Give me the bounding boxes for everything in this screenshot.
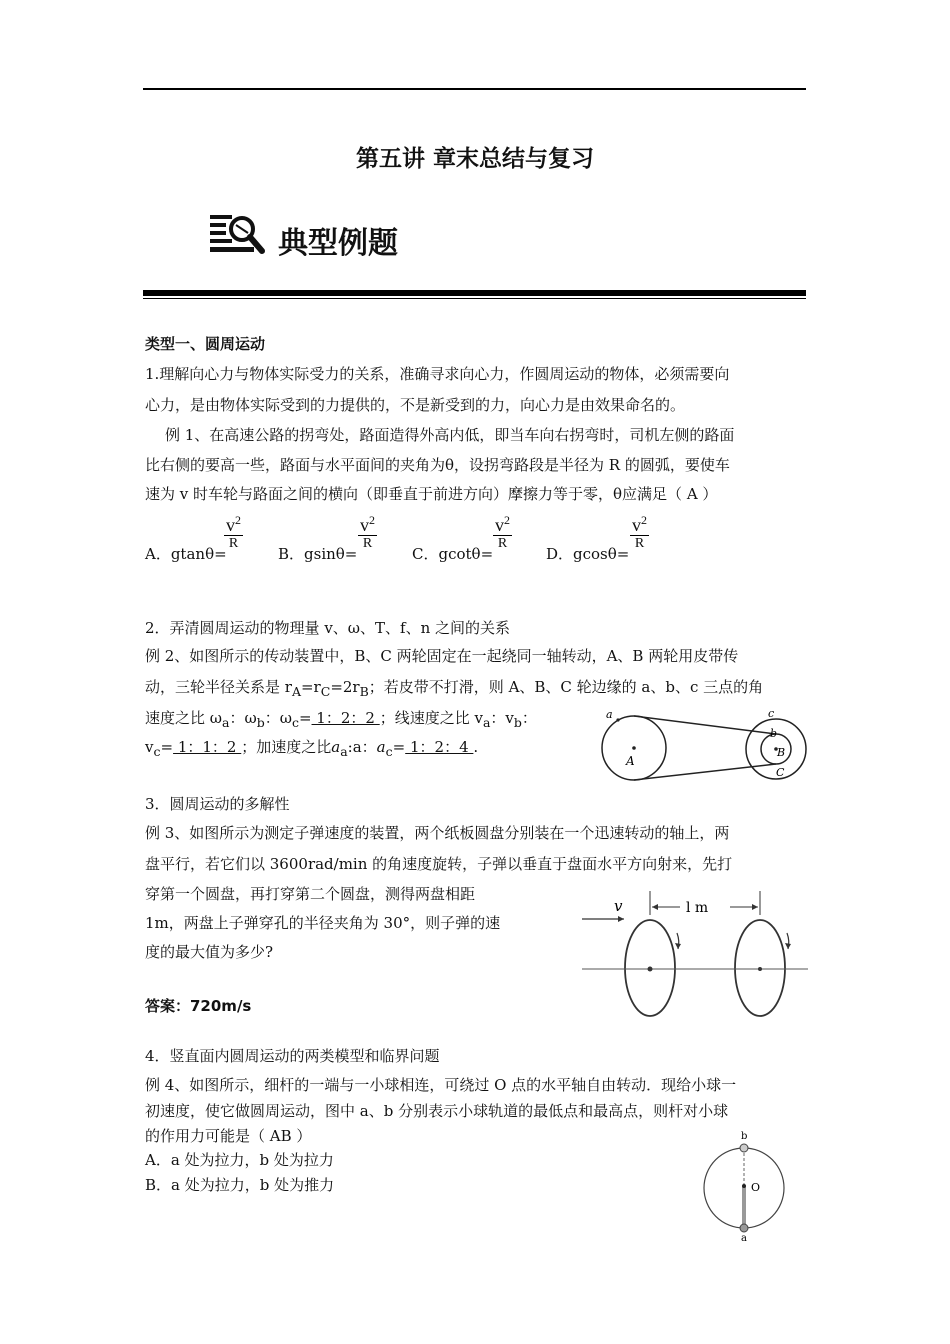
example-line: 速度之比 $\omega_a$：$\omega_b$：$\omega_c= 1$：2：2 ；线速度之比 $v_a$：$v_b$： [145,709,537,730]
banner-rule-thick [143,290,806,296]
page-title: 第五讲 章末总结与复习 [355,146,594,172]
option-b: B．gsinθ= [278,545,358,563]
example-line: 比右侧的要高一些，路面与水平面间的夹角为θ，设拐弯路段是半径为 R 的圆弧，要使车 [145,456,730,474]
option-d: D．gcosθ= [546,545,630,563]
option-c: C．gcotθ= [412,545,494,563]
answer-blank: 1：2：4 [405,738,474,756]
example-line: 初速度，使它做圆周运动，图中 a、b 分别表示小球轨道的最低点和最高点，则杆对小球 [145,1102,729,1120]
example-line: 例 3、如图所示为测定子弹速度的装置，两个纸板圆盘分别装在一个迅速转动的轴上，两 [145,824,730,842]
option-a: A．gtanθ= [145,545,227,563]
fraction-v2-over-r: $v^2$ R [630,510,649,552]
option-a: A．a 处为拉力，b 处为拉力 [145,1151,334,1169]
example-line: 例 4、如图所示，细杆的一端与一小球相连，可绕过 O 点的水平轴自由转动．现给小球一 [145,1076,737,1094]
example-line: 度的最大值为多少? [145,943,274,961]
label-A: A [626,754,635,768]
label-a: a [741,1233,747,1243]
belt-drive-figure [600,708,812,788]
section-heading: 类型一、圆周运动 [145,335,266,353]
label-B: B [777,746,786,759]
answer-blank: 1：1：2 [173,738,242,756]
label-v: v [614,897,623,915]
label-O: O [751,1181,761,1194]
label-b: b [770,727,778,740]
section-heading: 4．竖直面内圆周运动的两类模型和临界问题 [145,1047,440,1065]
magnifier-book-icon [208,207,268,257]
example-line: $v_c= 1$：1：2 ；加速度之比$a_a:a$：$a_c= 1$：2：4 . [145,738,479,759]
section-banner: 典型例题 [278,226,398,261]
answer-blank: 1：2：2 [311,709,380,727]
paragraph-line: 1.理解向心力与物体实际受力的关系，准确寻求向心力，作圆周运动的物体，必须需要向 [145,365,730,383]
example-line: 速为 v 时车轮与路面之间的横向（即垂直于前进方向）摩擦力等于零，θ应满足（ A ） [145,485,718,503]
example-line: 1m，两盘上子弹穿孔的半径夹角为 30°，则子弹的速 [145,914,501,932]
example-line: 的作用力可能是（ AB ） [145,1127,312,1145]
example-line: 动，三轮半径关系是 $r_A=r_C=2r_B$；若皮带不打滑，则 A、B、C 轮边缘的 a、b、c 三点的角 [145,678,764,699]
answer-text: 答案：720m/s [145,997,252,1015]
top-rule [143,88,806,90]
example-line: 穿第一个圆盘，再打穿第二个圆盘，测得两盘相距 [145,885,476,903]
distance-label: l m [686,900,709,916]
fraction-v2-over-r: $v^2$ R [493,510,512,552]
section-heading: 3．圆周运动的多解性 [145,795,290,813]
bullet-disc-figure [580,885,810,1020]
label-b: b [741,1131,748,1142]
banner-rule-thin [143,298,806,299]
option-b: B．a 处为拉力，b 处为推力 [145,1176,335,1194]
section-heading: 2．弄清圆周运动的物理量 v、ω、T、f、n 之间的关系 [145,619,511,637]
fraction-v2-over-r: $v^2$ R [358,510,377,552]
example-line: 盘平行，若它们以 3600rad/min 的角速度旋转，子弹以垂直于盘面水平方向射来，先打 [145,855,733,873]
rod-ball-figure [695,1128,795,1243]
example-line: 例 2、如图所示的传动装置中，B、C 两轮固定在一起绕同一轴转动，A、B 两轮用皮带传 [145,647,739,665]
paragraph-line: 心力，是由物体实际受到的力提供的，不是新受到的力，向心力是由效果命名的。 [145,396,686,414]
fraction-v2-over-r: $v^2$ R [224,510,243,552]
label-C: C [776,766,785,779]
label-a: a [606,708,613,721]
label-c: c [768,708,775,720]
example-line: 例 1、在高速公路的拐弯处，路面造得外高内低，即当车向右拐弯时，司机左侧的路面 [165,426,735,444]
